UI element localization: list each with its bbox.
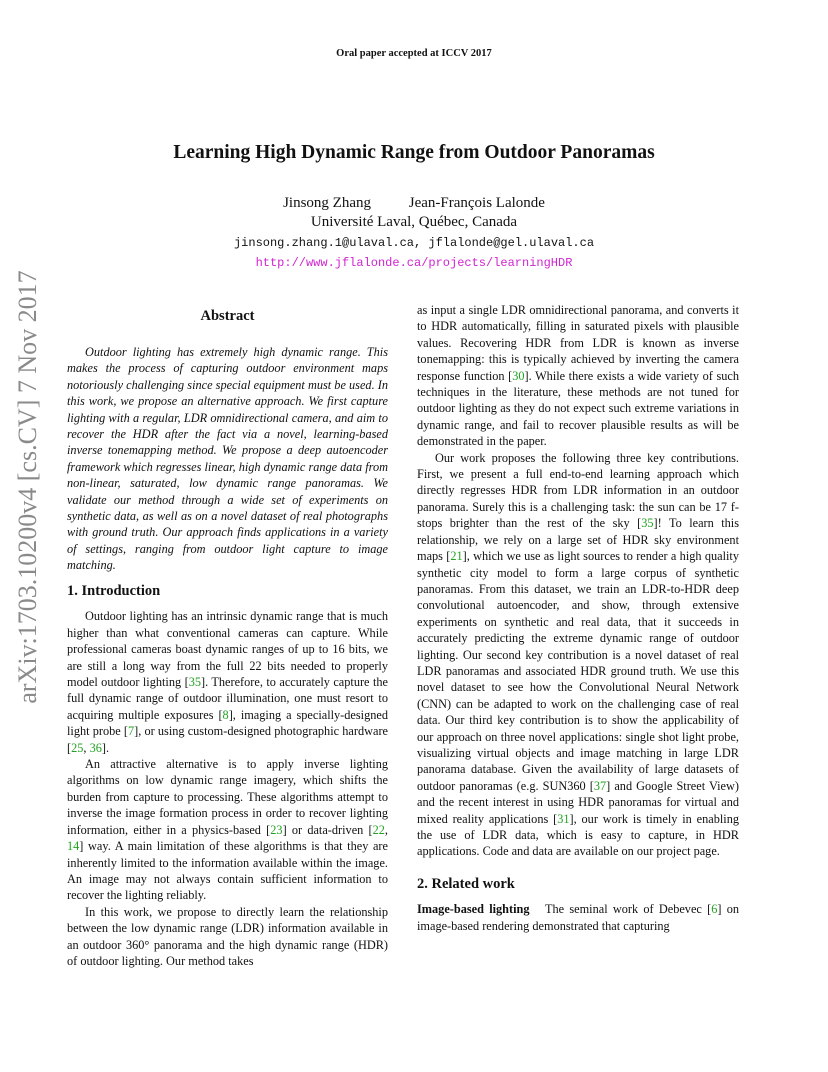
- citation-link[interactable]: 35: [641, 516, 654, 531]
- author-name: Jinsong Zhang: [283, 195, 371, 211]
- related-work-paragraph: Image-based lighting The seminal work of Debevec [6] on image-based rendering demonstrated that capturing: [417, 902, 739, 933]
- arxiv-id: arXiv:1703.10200v4 [cs.CV] 7 Nov 2017: [13, 270, 42, 704]
- paper-title: Learning High Dynamic Range from Outdoor Panoramas: [173, 142, 655, 163]
- header-note: Oral paper accepted at ICCV 2017: [336, 48, 492, 59]
- citation-link[interactable]: 30: [512, 368, 525, 383]
- intro-paragraph-3: In this work, we propose to directly learn the relationship between the low dynamic range (LDR) information available in an outdoor 360° panorama and the high dynamic range (HDR) of outdoor lighting. Our method takes: [67, 904, 388, 968]
- project-url-link[interactable]: http://www.jflalonde.ca/projects/learningHDR: [255, 256, 573, 270]
- abstract-text: [67, 344, 388, 574]
- citation-link[interactable]: 21: [450, 549, 463, 564]
- abstract-heading: Abstract: [200, 308, 255, 324]
- contributions-paragraph: Our work proposes the following three key contributions. First, we present a full end-to-end learning approach which directly regresses HDR from LDR information in an outdoor panorama. Surely this is a challenging task: the sun can be 17 f-stops brighter than the rest of the sky [35]! To learn this relationship, we rely on a large set of HDR sky environment maps [21], which we use as light sources to render a high quality synthetic city model to form a large corpus of synthetic panoramas. From this dataset, we train an LDR-to-HDR deep convolutional autoencoder, and show, through extensive experiments on synthetic and real data, that it succeeds in accurately predicting the extreme dynamic range of outdoor lighting. Our second key contribution is a novel dataset of real LDR panoramas and associated HDR ground truth. We use this novel dataset to see how the Convolutional Neural Network (CNN) can be adapted to work on the challenging case of real data. Our third key contribution is to show the applicability of our approach on three novel applications: single shot light probe, visualizing virtual objects and image matching in large LDR panorama database. Given the availability of large datasets of outdoor panoramas (e.g. SUN360 [37] and Google Street View) and the recent interest in using HDR panoramas for virtual and mixed reality applications [31], our work is timely in enabling the use of LDR data, which is easy to capture, in HDR applications. Code and data are available on our project page.: [417, 450, 739, 859]
- run-in-heading: Image-based lighting: [417, 902, 530, 917]
- citation-link[interactable]: 37: [593, 778, 607, 793]
- introduction-section: [67, 583, 388, 969]
- citation-link[interactable]: 23: [270, 822, 283, 837]
- intro-paragraph-2: An attractive alternative is to apply inverse lighting algorithms on low dynamic range imagery, which shifts the burden from capture to processing. These algorithms attempt to inverse the image formation process in order to recover lighting information, either in a physics-based [23] or data-driven [22, 14] way. A main limitation of these algorithms is that they are inherently limited to the information available within the image. An image may not always contain sufficient information to recover the lighting reliably.: [67, 757, 388, 903]
- citation-link[interactable]: 25: [71, 740, 84, 755]
- affiliation: Université Laval, Québec, Canada: [310, 214, 518, 230]
- citation-link[interactable]: 6: [711, 902, 718, 917]
- right-column: [417, 302, 739, 934]
- related-work-heading: 2. Related work: [417, 875, 515, 892]
- citation-link[interactable]: 22: [372, 822, 385, 837]
- citation-link[interactable]: 7: [127, 724, 135, 739]
- author-name: Jean-François Lalonde: [408, 195, 545, 211]
- citation-link[interactable]: 8: [222, 707, 229, 722]
- arxiv-stamp: [8, 270, 48, 704]
- citation-link[interactable]: 35: [188, 675, 201, 690]
- citation-link[interactable]: 14: [67, 839, 80, 854]
- abstract-paragraph: Outdoor lighting has extremely high dynamic range. This makes the process of capturing outdoor environment maps notoriously challenging since special equipment must be used. In this work, we propose an alternative approach. We first capture lighting with a regular, LDR omnidirectional camera, and aim to recover the HDR after the fact via a novel, learning-based inverse tonemapping method. We propose a deep autoencoder framework which regresses linear, high dynamic range data from non-linear, saturated, low dynamic range panoramas. We validate our method through a wide set of experiments on synthetic data, as well as on a novel dataset of real photographs with ground truth. Our approach finds applications in a variety of settings, ranging from outdoor light capture to image matching.: [67, 345, 388, 573]
- citation-link[interactable]: 36: [89, 740, 102, 755]
- intro-paragraph-1: Outdoor lighting has an intrinsic dynamic range that is much higher than what conventional cameras can capture. While professional cameras boast dynamic ranges of up to 16 bits, we are still a long way from the full 22 bits needed to properly model outdoor lighting [35]. Therefore, to accurately capture the full dynamic range of outdoor illumination, one must resort to acquiring multiple exposures [8], imaging a specially-designed light probe [7], or using custom-designed photographic hardware [25, 36].: [67, 609, 388, 755]
- author-list: [0, 195, 828, 212]
- introduction-heading: 1. Introduction: [67, 583, 161, 599]
- intro-paragraph-4: as input a single LDR omnidirectional panorama, and converts it to HDR automatically, filling in saturated pixels with plausible values. Recovering HDR from LDR is known as inverse tonemapping: this is typically achieved by inverting the camera response function [30]. While there exists a wide variety of such techniques in the literature, these methods are not tuned for outdoor lighting as they do not expect such extreme variations in dynamic range, and fail to recover plausible results as will be demonstrated in the paper.: [417, 303, 739, 449]
- author-emails[interactable]: jinsong.zhang.1@ulaval.ca, jflalonde@gel.ulaval.ca: [233, 236, 595, 250]
- citation-link[interactable]: 31: [557, 811, 570, 826]
